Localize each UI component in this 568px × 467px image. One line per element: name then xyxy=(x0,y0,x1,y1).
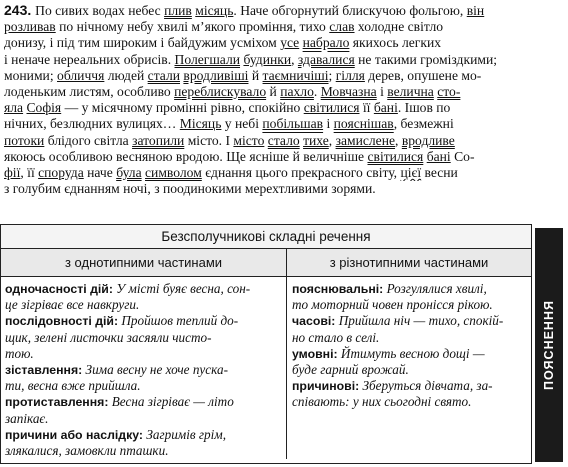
text-line xyxy=(4,100,534,116)
table-body xyxy=(1,277,531,459)
text-segment: ; xyxy=(328,67,336,83)
text-segment: і xyxy=(323,116,334,132)
cell-line xyxy=(5,330,282,346)
cell-line xyxy=(292,330,527,346)
exercise-lines xyxy=(4,2,534,197)
column-same-type xyxy=(1,277,287,459)
cell-line xyxy=(292,378,527,394)
marked-word: місяць xyxy=(195,3,234,18)
text-segment: її xyxy=(359,100,374,116)
text-segment: місто. І xyxy=(184,132,234,148)
marked-word: таємничіші xyxy=(262,67,329,83)
exercise-number: 243. xyxy=(4,2,36,18)
marked-word: була xyxy=(116,165,142,181)
text-segment: — у місячному промінні рівно, спокійно xyxy=(61,100,304,116)
rules-table xyxy=(0,224,532,464)
term-label: умовні: xyxy=(292,346,338,361)
text-line xyxy=(4,52,534,68)
marked-word: сто- xyxy=(437,84,461,100)
term-label: зіставлення: xyxy=(5,363,83,378)
example-text: Загримів грім, xyxy=(143,426,227,442)
text-segment: донизу, і під тим широким і байдужим усміхом xyxy=(4,35,281,51)
cell-line xyxy=(5,281,282,297)
marked-word: він xyxy=(466,3,485,18)
term-label: протиставлення: xyxy=(5,395,109,410)
cell-line xyxy=(5,346,282,362)
term-label: причинові: xyxy=(292,379,360,394)
cell-line xyxy=(292,346,527,362)
marked-word: замислене xyxy=(335,132,396,148)
marked-word: вродливіші xyxy=(183,67,249,83)
cell-line xyxy=(292,362,527,378)
example-text: буде гарний врожай. xyxy=(292,362,409,378)
text-line xyxy=(4,35,534,51)
text-segment: . xyxy=(313,84,321,100)
text-line xyxy=(4,68,534,84)
marked-word: бані xyxy=(426,148,451,164)
marked-word: побільшав xyxy=(262,116,324,132)
marked-word: Місяць xyxy=(179,116,222,132)
marked-word: обличчя xyxy=(57,67,105,83)
marked-word: гілля xyxy=(335,67,365,83)
text-segment: По сивих водах небес xyxy=(35,3,165,18)
text-segment: і неначе нереальних обрисів. xyxy=(4,51,175,67)
text-segment: , xyxy=(328,132,336,148)
example-text: співають: у них сьогодні свято. xyxy=(292,394,472,410)
text-line xyxy=(4,165,534,181)
text-segment: у небі xyxy=(221,116,263,132)
example-text: щик, зелені листочки засяяли чисто- xyxy=(5,329,212,345)
text-segment: й xyxy=(248,67,263,83)
example-text: У місті буяє весна, сон- xyxy=(112,281,251,296)
header-same-type: з однотипними частинами xyxy=(1,249,287,276)
text-segment: єднання цього прекрасного світу, xyxy=(201,165,401,181)
marked-word: світилися xyxy=(367,148,424,164)
text-segment: наче xyxy=(83,165,117,181)
cell-line xyxy=(292,297,527,313)
text-line xyxy=(4,149,534,165)
text-line xyxy=(4,2,534,19)
example-text: то моторний човен пронісся рікою. xyxy=(292,297,493,313)
text-segment: , xyxy=(395,132,402,148)
text-segment: блідого світла xyxy=(44,132,133,148)
marked-word: цієї xyxy=(400,165,422,181)
text-line xyxy=(4,19,534,35)
cell-line xyxy=(5,378,282,394)
text-segment: . Наче обгорнутий блискучою фольгою, xyxy=(233,3,467,18)
marked-word: тихе xyxy=(303,132,329,148)
cell-line xyxy=(292,313,527,329)
text-segment: нічних, безлюдних вулицях… xyxy=(4,116,180,132)
cell-line xyxy=(5,297,282,313)
example-text: Прийшла ніч — тихо, спокій- xyxy=(335,313,504,329)
term-label: пояснювальні: xyxy=(292,282,384,296)
marked-word: будинки xyxy=(243,51,292,67)
marked-word: фії xyxy=(4,165,21,181)
example-text: Йтимуть весною дощі — xyxy=(337,345,485,361)
marked-word: споруда xyxy=(38,165,84,181)
marked-word: світилися xyxy=(303,100,360,116)
text-line xyxy=(4,181,534,197)
marked-word: здавалися xyxy=(297,51,355,67)
term-label: причини або наслідку: xyxy=(5,427,144,442)
cell-line xyxy=(5,427,282,443)
cell-line xyxy=(292,394,527,410)
text-segment: дерев, опушене мо- xyxy=(364,67,482,83)
table-header-row xyxy=(1,249,531,277)
column-different-type xyxy=(287,277,531,459)
side-label: ПОЯСНЕННЯ xyxy=(542,300,556,390)
cell-line xyxy=(5,411,282,427)
marked-word: символом xyxy=(145,165,202,181)
example-text: но стало в селі. xyxy=(292,329,380,345)
marked-word: стали xyxy=(147,67,181,83)
marked-word: яла xyxy=(4,100,24,116)
example-text: запікає. xyxy=(5,410,49,426)
marked-word: розливав xyxy=(4,19,56,35)
text-segment: й xyxy=(266,84,281,100)
text-segment: з голубим єднанням ночі, з поодинокими мерехтливими зорями. xyxy=(4,181,376,197)
example-text: Весна зігріває — літо xyxy=(108,394,234,410)
text-line xyxy=(4,84,534,100)
text-segment: . Ішов по xyxy=(397,100,451,116)
text-segment: по нічному небу хвилі м’якого проміння, тихо xyxy=(55,19,330,35)
text-segment: , її xyxy=(20,165,39,181)
example-text: Пройшов теплий до- xyxy=(118,313,239,329)
example-text: тою. xyxy=(5,345,34,361)
marked-word: плив xyxy=(164,3,192,18)
text-segment: не такими громіздкими; xyxy=(354,51,497,67)
text-segment: лоденьким листям, особливо xyxy=(4,84,175,100)
marked-word: слав xyxy=(329,19,355,35)
marked-word: вродливе xyxy=(401,132,455,148)
text-segment: людей xyxy=(104,67,148,83)
example-text: Зберуться дівчата, за- xyxy=(359,378,493,394)
cell-line xyxy=(5,362,282,378)
marked-word: потоки xyxy=(4,132,45,148)
exercise-text xyxy=(4,2,534,197)
text-segment: весни xyxy=(421,165,458,181)
text-segment: Со- xyxy=(450,148,475,164)
text-segment: якоюсь особливою весняною вродою. Ще ясніше й величніше xyxy=(4,148,368,164)
marked-word: усе xyxy=(280,35,300,51)
cell-line xyxy=(5,394,282,410)
example-text: Зима весну не хоче пуска- xyxy=(82,362,228,378)
cell-line xyxy=(5,443,282,459)
text-segment: холодне світло xyxy=(354,19,444,35)
marked-word: переблискувало xyxy=(174,84,267,100)
text-segment: і xyxy=(376,84,388,100)
header-different-type: з різнотипними частинами xyxy=(329,255,489,270)
marked-word: пояснішав xyxy=(333,116,394,132)
marked-word: пахло xyxy=(280,84,314,100)
marked-word: затопили xyxy=(132,132,185,148)
term-label: послідовності дій: xyxy=(5,314,119,329)
text-line xyxy=(4,116,534,132)
term-label: одночасності дій: xyxy=(5,282,113,296)
marked-word: стало xyxy=(267,132,300,148)
explanation-side-tab xyxy=(535,228,563,462)
marked-word: Мовчазна xyxy=(320,84,377,100)
text-segment: , безмежні xyxy=(393,116,454,132)
example-text: Розгулялися хвилі, xyxy=(383,281,487,296)
marked-word: набрало xyxy=(302,35,350,51)
cell-line xyxy=(292,281,527,297)
text-line xyxy=(4,133,534,149)
example-text: це зігріває все навкруги. xyxy=(5,297,140,313)
marked-word: Полегшали xyxy=(174,51,241,67)
text-segment: якихось легких xyxy=(349,35,442,51)
example-text: ти, весна вже прийшла. xyxy=(5,378,141,394)
marked-word: велична xyxy=(387,84,434,100)
marked-word: місто xyxy=(233,132,265,148)
cell-line xyxy=(5,313,282,329)
term-label: часові: xyxy=(292,314,336,329)
text-segment: , xyxy=(291,51,298,67)
text-segment: моними; xyxy=(4,67,58,83)
marked-word: Софія xyxy=(26,100,62,116)
marked-word: бані xyxy=(373,100,398,116)
table-title: Безсполучникові складні речення xyxy=(1,225,531,249)
example-text: злякалися, замовкли пташки. xyxy=(5,443,169,459)
